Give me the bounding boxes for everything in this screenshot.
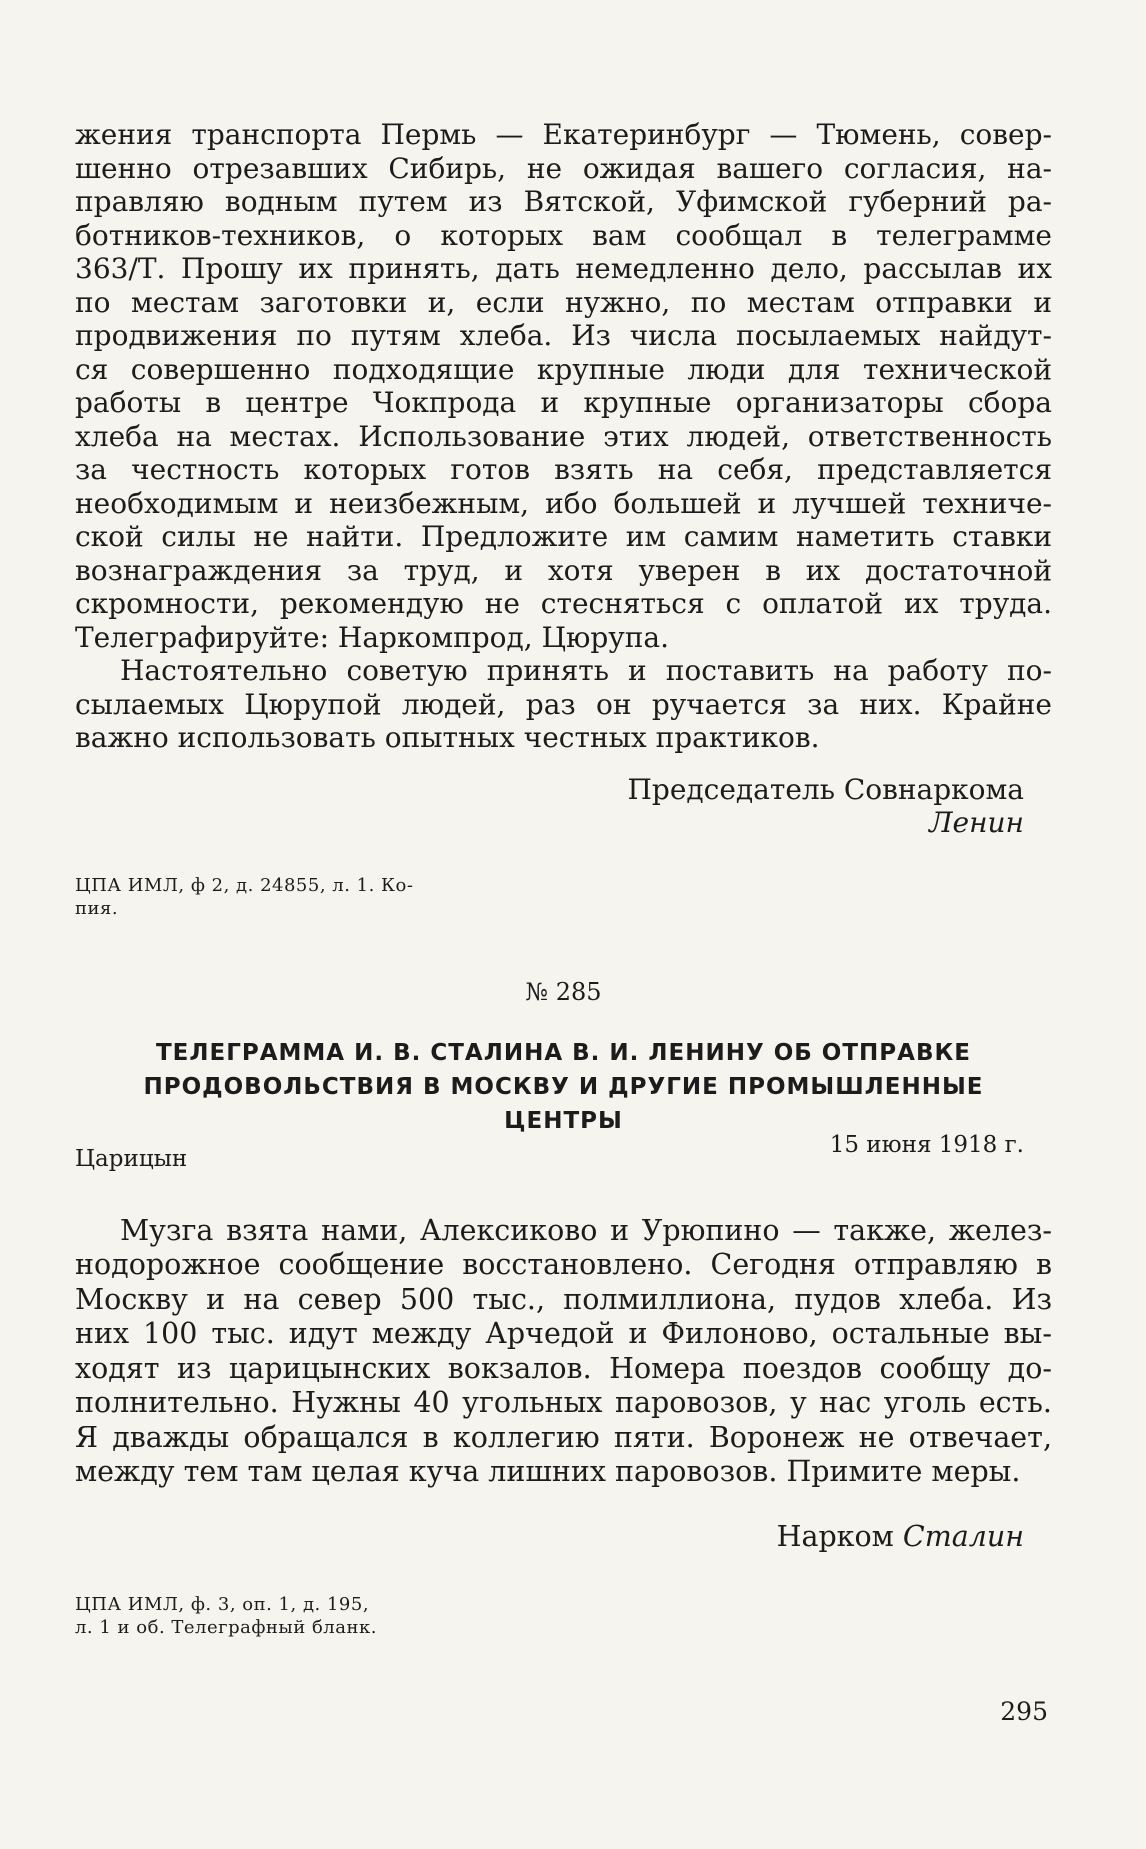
signature-name: Сталин <box>902 1519 1024 1553</box>
archive-line: ЦПА ИМЛ, ф 2, д. 24855, л. 1. Ко- <box>75 874 414 896</box>
text-line: Настоятельно советую принять и поставить на работу по- <box>120 654 1052 687</box>
text-line: 363/Т. Прошу их принять, дать немедленно дело, рассылав их <box>75 252 1052 285</box>
text-line: них 100 тыс. идут между Арчедой и Филоново, остальные вы- <box>75 1317 1052 1350</box>
text-line: вознаграждения за труд, и хотя уверен в их достаточной <box>75 553 1052 587</box>
text-line: ся совершенно подходящие крупные люди для технической <box>75 352 1052 386</box>
text-line: необходимым и неизбежным, ибо большей и лучшей техниче- <box>75 486 1052 520</box>
text-line: важно использовать опытных честных практиков. <box>75 721 820 754</box>
text-line: шенно отрезавших Сибирь, не ожидая вашего согласия, на- <box>75 151 1052 185</box>
text-line: скромности, рекомендую не стесняться с оплатой их труда. <box>75 587 1052 620</box>
title-line: ТЕЛЕГРАММА И. В. СТАЛИНА В. И. ЛЕНИНУ ОБ ОТПРАВКЕ <box>155 1039 971 1066</box>
stalin-telegram-text <box>75 1214 1052 1490</box>
text-line: по местам заготовки и, если нужно, по местам отправки и <box>75 285 1052 319</box>
place: Царицын <box>75 1145 188 1172</box>
title-line: ПРОДОВОЛЬСТВИЯ В МОСКВУ И ДРУГИЕ ПРОМЫШЛЕННЫЕ <box>143 1073 984 1100</box>
archive-reference <box>75 874 1052 920</box>
telegram-text <box>75 118 1052 654</box>
text-line: жения транспорта Пермь — Екатеринбург — Тюмень, совер- <box>75 118 1052 151</box>
stalin-signature <box>75 1520 1052 1554</box>
text-line: продвижения по путям хлеба. Из числа посылаемых найдут- <box>75 319 1052 352</box>
text-line: работы в центре Чокпрода и крупные организаторы сбора <box>75 386 1052 419</box>
text-line: за честность которых готов взять на себя, представляется <box>75 453 1052 486</box>
text-line: полнительно. Нужны 40 угольных паровозов, у нас уголь есть. <box>75 1386 1052 1419</box>
document-title <box>75 1036 1052 1138</box>
text-line: ходят из царицынских вокзалов. Номера поездов сообщу до- <box>75 1351 1052 1385</box>
text-line: сылаемых Цюрупой людей, раз он ручается за них. Крайне <box>75 687 1052 721</box>
title-line: ЦЕНТРЫ <box>504 1107 623 1134</box>
text-line: между тем там целая куча лишних паровозов. Примите меры. <box>75 1455 1021 1488</box>
text-line: Москву и на север 500 тыс., полмиллиона, пудов хлеба. Из <box>75 1282 1052 1316</box>
document-number: № 285 <box>525 977 602 1006</box>
text-line: ской силы не найти. Предложите им самим наметить ставки <box>75 520 1052 553</box>
signature-title: Нарком <box>776 1519 894 1553</box>
text-line: Музга взята нами, Алексиково и Урюпино — также, желез- <box>120 1213 1052 1247</box>
text-line: Телеграфируйте: Наркомпрод, Цюрупа. <box>75 620 670 654</box>
page-content <box>75 118 1052 1639</box>
archive-line: ЦПА ИМЛ, ф. 3, оп. 1, д. 195, <box>75 1594 370 1615</box>
signature-name: Ленин <box>929 806 1024 839</box>
archive-reference <box>75 1593 1052 1639</box>
archive-line: пия. <box>75 897 119 919</box>
text-line: правляю водным путем из Вятской, Уфимской губерний ра- <box>75 185 1052 218</box>
lenin-note <box>75 654 1052 755</box>
date: 15 июня 1918 г. <box>829 1131 1024 1158</box>
page-number: 295 <box>1000 1697 1048 1726</box>
signature-title: Председатель Совнаркома <box>627 772 1024 806</box>
text-line: Я дважды обращался в коллегию пяти. Воронеж не отвечает, <box>75 1420 1052 1454</box>
archive-line: л. 1 и об. Телеграфный бланк. <box>75 1617 377 1638</box>
text-line: нодорожное сообщение восстановлено. Сегодня отправляю в <box>75 1248 1052 1281</box>
text-line: ботников-техников, о которых вам сообщал в телеграмме <box>75 218 1052 252</box>
text-line: хлеба на местах. Использование этих людей, ответственность <box>75 419 1052 453</box>
